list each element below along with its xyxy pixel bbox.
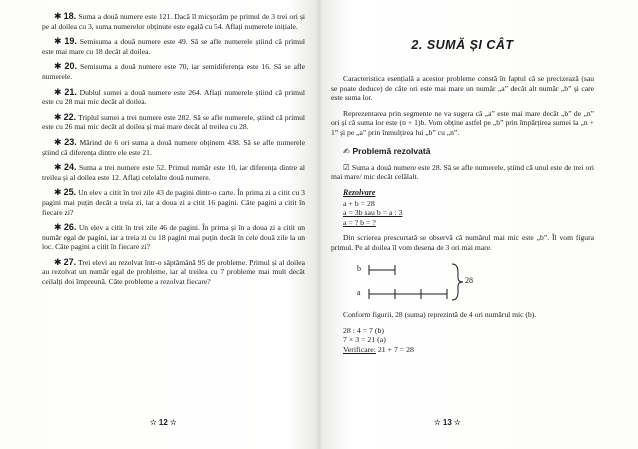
problem-text: Dublul sumei a două numere este 264. Aflați numerele știind că primul este cu 28 mai mic decât al doilea.: [42, 87, 305, 107]
star-icon: ✱: [54, 136, 62, 147]
segment-diagram-svg: [355, 258, 475, 304]
problem-number: 26.: [63, 222, 77, 233]
problem-text: Semisuma a două numere este 49. Să se afle numerele știind că primul este mai mare cu 18 decât al doilea.: [42, 37, 305, 56]
problem-text: Semisuma a două numere este 70, iar semidiferența este 16. Să se afle numerele.: [42, 62, 306, 81]
segment-b-label: b: [357, 264, 361, 274]
segment-diagram: [355, 258, 594, 304]
problem-number: 20.: [64, 61, 78, 72]
star-icon: ✱: [54, 11, 62, 21]
problem-number: 21.: [64, 86, 77, 97]
problem-text: Triplul sumei a trei numere este 282. Să se afle numerele, știind că primul este cu 26 mai mic decât al doilea și mai mare decât al treilea cu 28.: [42, 112, 306, 132]
calc-2: 7 × 3 = 21 (a): [343, 335, 386, 345]
problem-item: [42, 37, 305, 56]
intro-paragraph-1: Caracteristica esențială a acestor probleme constă în faptul că se precizează (sau se poate deduce) de câte ori este mai mare un număr „a” decât alt număr „b” și care este suma lor.: [331, 74, 594, 103]
problem-item: [42, 88, 305, 107]
problem-item: [42, 113, 305, 132]
solved-problem-heading: ✍ Problemă rezolvată: [343, 145, 431, 156]
problem-number: 23.: [64, 136, 77, 147]
page-number-left: ✫ 12 ✫: [150, 418, 177, 427]
problem-item: [42, 188, 305, 217]
rezolvare-label: Rezolvare: [343, 187, 376, 197]
problem-text: Un elev a citit în trei zile 43 de pagini dintr-o carte. În prima zi a citit cu 3 pagini mai puțin decât a treia zi, iar a doua zi a citit 16 pagini. Câte pagini a citit în fiecare zi?: [42, 188, 305, 217]
calc-1: 28 : 4 = 7 (b): [343, 325, 384, 335]
star-icon: ✱: [54, 162, 62, 173]
problem-text: Suma a două numere este 121. Dacă îl micșorăm pe primul de 3 trei ori și pe al doilea cu 3, suma numerelor obținute este egală cu 54. Aflați numerele inițiale.: [42, 12, 306, 31]
segment-total-label: 28: [465, 276, 473, 286]
segment-a-label: a: [357, 288, 361, 298]
star-icon: ✱: [54, 86, 62, 97]
explanation-paragraph: Din scrierea prescurtată se observă că numărul mai mic este „b”. Îl vom figura primul. Pe al doilea îl vom desena de 3 ori mai mare.: [331, 232, 594, 252]
intro-paragraph-2: Reprezentarea prin segmente ne va sugera că „a” este mai mare decât „b” de „n” ori și că suma lor este (n + 1)b. Vom obține astfel pe „b” prin împărțirea sumei la „n + 1” și pe „a” prin înmulțirea lui „b” cu „n”.: [331, 108, 594, 137]
total-brace: [452, 264, 463, 300]
solved-problem-statement: ☑ Suma a două numere este 28. Să se afle numerele, știind că unul este de trei ori mai mare/ mic decât celălalt.: [331, 162, 594, 182]
problem-item: [42, 138, 305, 157]
star-icon: ✱: [54, 111, 62, 122]
problem-text: Suma a trei numere este 52. Primul număr este 10, iar diferența dintre al treilea și al doilea este 12. Aflați celelalte două numere.: [42, 163, 305, 182]
problem-number: 25.: [63, 187, 77, 198]
problem-list: [42, 12, 305, 287]
problem-text: Un elev a citit în trei zile 46 de pagini. În prima și în a doua zi a citit un număr egal de pagini, iar a treia zi cu 18 pagini mai puțin decât în cele două zile la un loc. Câte pagini a citit în fiecare zi?: [42, 223, 305, 252]
star-icon: ✱: [54, 187, 62, 198]
problem-item: [42, 12, 305, 31]
equation-2: a = 3b sau b = a : 3: [343, 208, 403, 218]
star-icon: ✱: [54, 256, 62, 267]
problem-number: 22.: [63, 111, 77, 122]
problem-text: Trei elevi au rezolvat într-o săptămână 95 de probleme. Primul și al doilea au rezolvat un număr egal de probleme, iar al treilea cu 7 probleme mai mult decât ceilalți doi împreună. Câte probleme a rezolvat fiecare?: [42, 257, 305, 287]
problem-number: 24.: [63, 162, 77, 173]
problem-text: Mărind de 6 ori suma a două numere obținem 438. Să se afle numerele știind că diferența dintre ele este 21.: [42, 137, 305, 157]
equation-3: a = ? b = ?: [343, 217, 376, 227]
problem-item: [42, 62, 305, 81]
verification-line: Verificare: 21 + 7 = 28: [343, 344, 414, 354]
problem-number: 27.: [63, 256, 77, 267]
page-number-right: ✫ 13 ✫: [434, 418, 461, 427]
problem-item: [42, 258, 305, 287]
conform-paragraph: Conform figurii, 28 (suma) reprezintă de 4 ori numărul mic (b).: [343, 310, 537, 320]
problem-item: [42, 223, 305, 252]
problem-number: 19.: [64, 36, 77, 47]
equation-1: a + b = 28: [343, 198, 375, 208]
star-icon: ✱: [54, 222, 62, 233]
star-icon: ✱: [54, 61, 62, 72]
problem-number: 18.: [63, 11, 77, 21]
star-icon: ✱: [54, 36, 62, 47]
problem-item: [42, 163, 305, 182]
right-page: [319, 0, 638, 449]
chapter-title: 2. SUMĂ ȘI CÂT: [411, 38, 514, 52]
